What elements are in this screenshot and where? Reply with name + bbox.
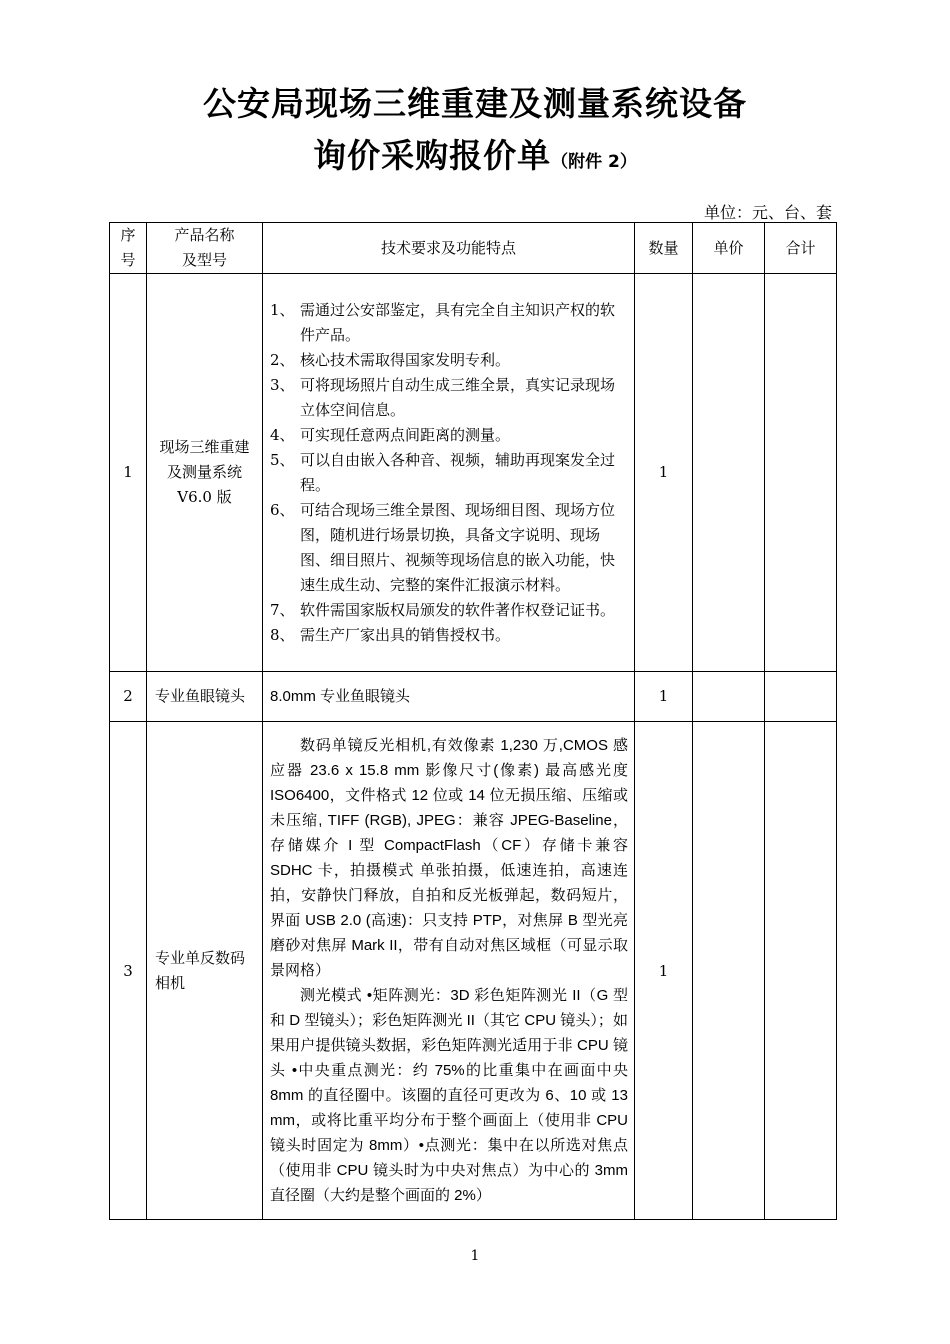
document-title-line2 (0, 130, 950, 177)
header-name-line1: 产品名称 (174, 226, 235, 244)
spec-item (270, 498, 628, 598)
table-row (110, 274, 837, 672)
row2-total (765, 672, 837, 722)
spec-item-number: 7、 (270, 600, 295, 619)
row2-price (693, 672, 765, 722)
spec-item-number: 3、 (270, 375, 295, 394)
unit-note: 单位：元、台、套 (703, 203, 832, 222)
row3-seq: 3 (110, 722, 147, 1220)
header-spec: 技术要求及功能特点 (263, 223, 635, 274)
spec-item-number: 5、 (270, 450, 295, 469)
row3-qty: 1 (635, 722, 693, 1220)
title-main: 询价采购报价单 (313, 136, 552, 175)
spec-item-text: 可将现场照片自动生成三维全景，真实记录现场立体空间信息。 (300, 375, 616, 419)
spec-item-number: 6、 (270, 500, 295, 519)
spec-paragraph: 数码单镜反光相机,有效像素 1,230 万,CMOS 感应器 23.6 x 15.8 mm 影像尺寸(像素) 最高感光度 ISO6400，文件格式 12 位或 14 位无损压缩、压缩或未压缩, TIFF (RGB), JPEG：兼容 JPEG-Baseline，存储媒介 I 型 CompactFlash（CF）存储卡兼容 SDHC 卡，拍摄模式 单张拍摄，低速连拍，高速连拍，安静快门释放，自拍和反光板弹起，数码短片，界面 USB 2.0 (高速)：只支持 PTP，对焦屏 B 型光亮磨砂对焦屏 Mark II，带有自动对焦区域框（可显示取景网格） (270, 737, 628, 979)
spec-item-number: 8、 (270, 625, 295, 644)
row3-total (765, 722, 837, 1220)
spec-item-text: 软件需国家版权局颁发的软件著作权登记证书。 (300, 600, 616, 619)
row2-seq: 2 (110, 672, 147, 722)
spec-item-number: 4、 (270, 425, 295, 444)
row2-qty: 1 (635, 672, 693, 722)
spec-item (270, 348, 628, 373)
spec-item (270, 623, 628, 648)
spec-item-text: 可结合现场三维全景图、现场细目图、现场方位图，随机进行场景切换，具备文字说明、现场图、细目照片、视频等现场信息的嵌入功能，快速生成生动、完整的案件汇报演示材料。 (300, 500, 616, 594)
row3-name: 专业单反数码相机 (147, 722, 263, 1220)
header-total: 合计 (765, 223, 837, 274)
header-name (147, 223, 263, 274)
header-price: 单价 (693, 223, 765, 274)
row2-name: 专业鱼眼镜头 (147, 672, 263, 722)
spec-item (270, 448, 628, 498)
row2-spec: 8.0mm 专业鱼眼镜头 (263, 672, 635, 722)
spec-item (270, 298, 628, 348)
row3-price (693, 722, 765, 1220)
page-number: 1 (470, 1248, 480, 1264)
spec-item-number: 2、 (270, 350, 295, 369)
header-name-line2: 及型号 (181, 251, 227, 269)
quotation-table (109, 222, 837, 1220)
spec-item-number: 1、 (270, 300, 295, 319)
header-row (110, 223, 837, 274)
row1-seq: 1 (110, 274, 147, 672)
header-seq (110, 223, 147, 274)
header-seq-line2: 号 (120, 251, 136, 269)
spec-item-text: 核心技术需取得国家发明专利。 (300, 350, 511, 369)
spec-item-text: 可以自由嵌入各种音、视频，辅助再现案发全过程。 (300, 450, 616, 494)
attachment-note: （附件 2） (551, 152, 637, 172)
header-qty: 数量 (635, 223, 693, 274)
table-row (110, 722, 837, 1220)
table-row (110, 672, 837, 722)
spec-item (270, 598, 628, 623)
spec-paragraph: 测光模式 •矩阵测光：3D 彩色矩阵测光 II（G 型和 D 型镜头）；彩色矩阵测光 II（其它 CPU 镜头）；如果用户提供镜头数据，彩色矩阵测光适用于非 CPU 镜头 •中央重点测光：约 75%的比重集中在画面中央 8mm 的直径圈中。该圈的直径可更改为 6、10 或 13 mm，或将比重平均分布于整个画面上（使用非 CPU 镜头时固定为 8mm）•点测光：集中在以所选对焦点（使用非 CPU 镜头时为中央对焦点）为中心的 3mm 直径圈（大约是整个画面的 2%） (270, 987, 628, 1204)
row1-qty: 1 (635, 274, 693, 672)
spec-item-text: 需生产厂家出具的销售授权书。 (300, 625, 511, 644)
row1-spec (263, 274, 635, 672)
spec-item (270, 423, 628, 448)
row1-price (693, 274, 765, 672)
spec-item-text: 可实现任意两点间距离的测量。 (300, 425, 511, 444)
spec-item-text: 需通过公安部鉴定，具有完全自主知识产权的软件产品。 (300, 300, 616, 344)
row1-total (765, 274, 837, 672)
document-title-line1: 公安局现场三维重建及测量系统设备 (203, 84, 747, 123)
header-seq-line1: 序 (120, 226, 136, 244)
row1-name: 现场三维重建及测量系统 V6.0 版 (147, 274, 263, 672)
row3-spec (263, 722, 635, 1220)
spec-item (270, 373, 628, 423)
